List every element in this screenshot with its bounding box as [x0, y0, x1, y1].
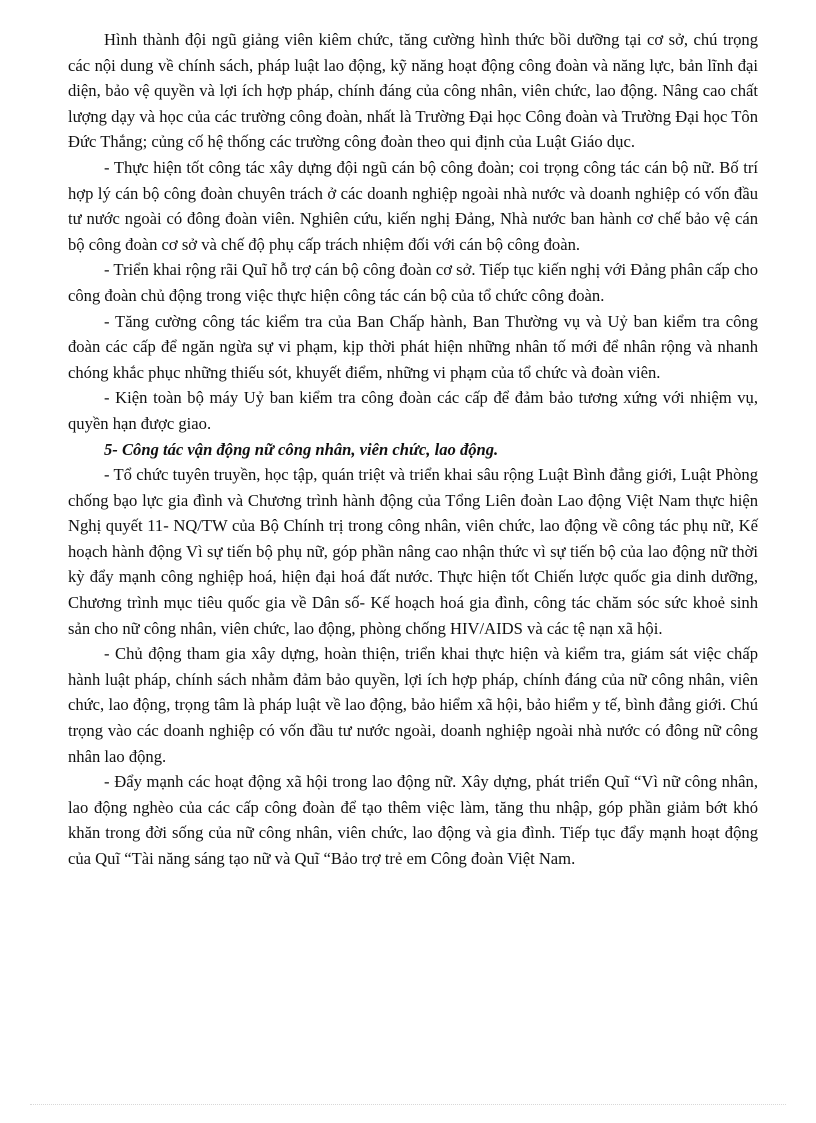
footer-divider: [30, 1104, 786, 1105]
paragraph-social-activities: - Đẩy mạnh các hoạt động xã hội trong lao động nữ. Xây dựng, phát triển Quĩ “Vì nữ công nhân, lao động nghèo của các cấp công đoàn để tạo thêm việc làm, tăng thu nhập, góp phần giảm bớt khó khăn trong đời sống của nữ công nhân, viên chức, lao động và gia đình. Tiếp tục đẩy mạnh hoạt động của Quĩ “Tài năng sáng tạo nữ và Quĩ “Bảo trợ trẻ em Công đoàn Việt Nam.: [68, 772, 758, 868]
paragraph-training: Hình thành đội ngũ giảng viên kiêm chức, tăng cường hình thức bồi dưỡng tại cơ sở, chú trọng các nội dung về chính sách, pháp luật lao động, kỹ năng hoạt động công đoàn và năng lực, bản lĩnh đại diện, bảo vệ quyền và lợi ích hợp pháp, chính đáng của công nhân, viên chức, lao động. Nâng cao chất lượng dạy và học của các trường công đoàn, nhất là Trường Đại học Công đoàn và Trường Đại học Tôn Đức Thắng; củng cố hệ thống các trường công đoàn theo qui định của Luật Giáo dục.: [68, 30, 758, 152]
paragraph-inspection-committee: - Kiện toàn bộ máy Uỷ ban kiểm tra công đoàn các cấp để đảm bảo tương xứng với nhiệm vụ, quyền hạn được giao.: [68, 388, 758, 433]
paragraph-legal-participation: - Chủ động tham gia xây dựng, hoàn thiện, triển khai thực hiện và kiểm tra, giám sát việc chấp hành luật pháp, chính sách nhằm đảm bảo quyền, lợi ích hợp pháp, chính đáng của nữ công nhân, viên chức, lao động, trọng tâm là pháp luật về lao động, bảo hiểm xã hội, bảo hiểm y tế, bình đẳng giới. Chú trọng vào các doanh nghiệp có vốn đầu tư nước ngoài, doanh nghiệp ngoài nhà nước có đông nữ công nhân lao động.: [68, 644, 758, 766]
section-heading: 5- Công tác vận động nữ công nhân, viên chức, lao động.: [104, 439, 499, 459]
paragraph-propaganda: - Tổ chức tuyên truyền, học tập, quán triệt và triển khai sâu rộng Luật Bình đẳng giới, Luật Phòng chống bạo lực gia đình và Chương trình hành động của Tổng Liên đoàn Lao động Việt Nam thực hiện Nghị quyết 11- NQ/TW của Bộ Chính trị trong công nhân, viên chức, lao động về công tác phụ nữ, Kế hoạch hành động Vì sự tiến bộ phụ nữ, góp phần nâng cao nhận thức vì sự tiến bộ của lao động nữ thời kỳ đẩy mạnh công nghiệp hoá, hiện đại hoá đất nước. Thực hiện tốt Chiến lược quốc gia dinh dưỡng, Chương trình mục tiêu quốc gia về Dân số- Kế hoạch hoá gia đình, công tác chăm sóc sức khoẻ sinh sản cho nữ công nhân, viên chức, lao động, phòng chống HIV/AIDS và các tệ nạn xã hội.: [68, 465, 758, 638]
document-body: [68, 27, 758, 872]
paragraph-cadre-building: - Thực hiện tốt công tác xây dựng đội ngũ cán bộ công đoàn; coi trọng công tác cán bộ nữ. Bố trí hợp lý cán bộ công đoàn chuyên trách ở các doanh nghiệp ngoài nhà nước và doanh nghiệp có vốn đầu tư nước ngoài có đông đoàn viên. Nghiên cứu, kiến nghị Đảng, Nhà nước ban hành cơ chế bảo vệ cán bộ công đoàn cơ sở và chế độ phụ cấp trách nhiệm đối với cán bộ công đoàn.: [68, 157, 758, 254]
paragraph-support-fund: - Triển khai rộng rãi Quĩ hỗ trợ cán bộ công đoàn cơ sở. Tiếp tục kiến nghị với Đảng phân cấp cho công đoàn chủ động trong việc thực hiện công tác cán bộ của tổ chức công đoàn.: [68, 260, 758, 305]
paragraph-inspection: - Tăng cường công tác kiểm tra của Ban Chấp hành, Ban Thường vụ và Uỷ ban kiểm tra công đoàn các cấp để ngăn ngừa sự vi phạm, kịp thời phát hiện những nhân tố mới để nhân rộng và nhanh chóng khắc phục những thiếu sót, khuyết điểm, những vi phạm của tổ chức và đoàn viên.: [68, 311, 758, 382]
